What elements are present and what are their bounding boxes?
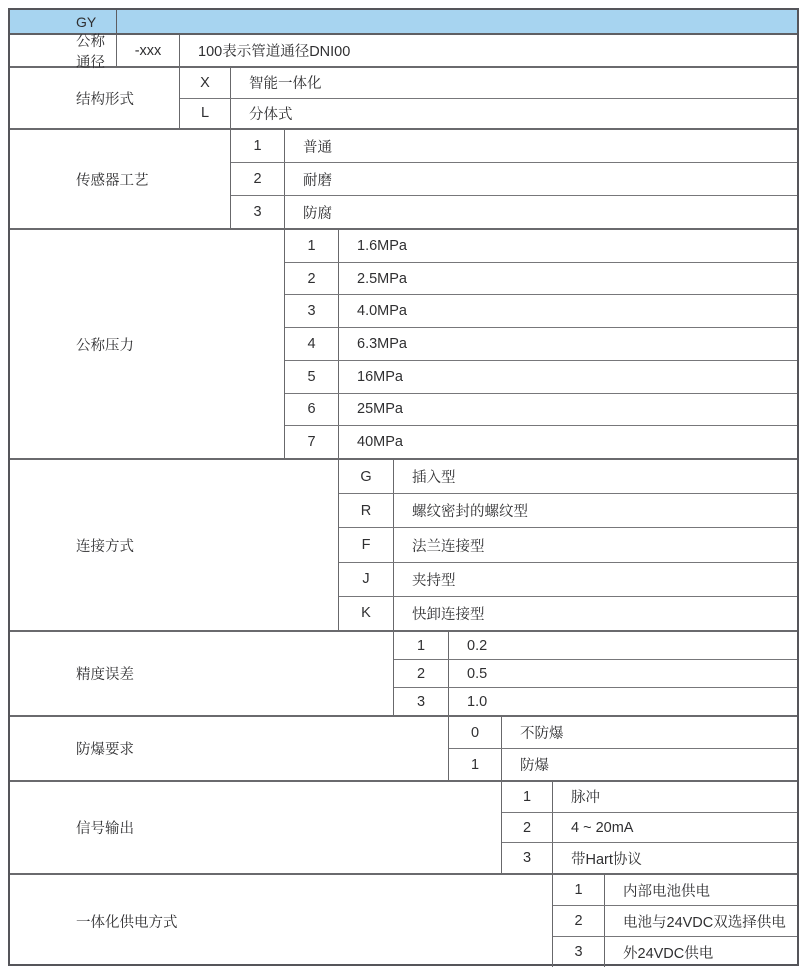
option-description: 外24VDC供电 xyxy=(623,945,714,962)
option-description: 插入型 xyxy=(412,470,456,487)
option-code: 3 xyxy=(502,843,553,873)
option-code: G xyxy=(339,460,394,493)
option-row xyxy=(339,597,797,630)
option-code: 0 xyxy=(449,717,502,748)
section-structure-type xyxy=(10,68,797,130)
option-code: R xyxy=(339,494,394,527)
option-description: 普通 xyxy=(303,139,332,156)
option-code: 3 xyxy=(394,688,449,715)
option-code: 3 xyxy=(231,196,285,228)
option-row xyxy=(231,163,797,196)
option-row xyxy=(502,813,797,844)
option-code: 1 xyxy=(285,230,339,262)
option-code: 2 xyxy=(285,263,339,295)
option-code: 1 xyxy=(394,632,449,659)
option-row xyxy=(285,230,797,263)
option-description: 1.6MPa xyxy=(357,237,407,254)
option-description: 4 ~ 20mA xyxy=(571,819,634,836)
option-code: K xyxy=(339,597,394,630)
section-label-signal-output: 信号输出 xyxy=(10,782,502,873)
option-row xyxy=(180,99,797,129)
option-row xyxy=(553,875,797,906)
option-code: 7 xyxy=(285,426,339,458)
section-label-sensor-process: 传感器工艺 xyxy=(10,130,231,228)
option-code: F xyxy=(339,528,394,561)
option-row xyxy=(394,632,797,660)
option-row xyxy=(285,328,797,361)
option-row xyxy=(285,426,797,458)
option-code: 6 xyxy=(285,394,339,426)
option-row xyxy=(231,130,797,163)
option-row xyxy=(502,782,797,813)
options-column xyxy=(180,68,797,128)
option-row xyxy=(231,196,797,228)
option-sections xyxy=(10,68,797,967)
section-connection-type xyxy=(10,460,797,632)
option-description: 带Hart协议 xyxy=(571,851,642,868)
nominal-diameter-description: 100表示管道通径DNI00 xyxy=(198,44,351,60)
option-row xyxy=(449,717,797,749)
option-description: 25MPa xyxy=(357,401,403,418)
option-row xyxy=(285,263,797,296)
section-label-explosion-proof: 防爆要求 xyxy=(10,717,449,780)
options-column xyxy=(285,230,797,458)
section-label-connection-type: 连接方式 xyxy=(10,460,339,630)
option-description: 防腐 xyxy=(303,205,332,222)
option-description: 16MPa xyxy=(357,368,403,385)
section-explosion-proof xyxy=(10,717,797,782)
option-code: L xyxy=(180,99,231,129)
options-column xyxy=(339,460,797,630)
option-description: 电池与24VDC双选择供电 xyxy=(623,914,786,931)
option-code: 1 xyxy=(231,130,285,162)
option-row xyxy=(394,688,797,715)
option-description: 螺纹密封的螺纹型 xyxy=(412,504,528,521)
option-description: 不防爆 xyxy=(520,726,564,742)
option-code: X xyxy=(180,68,231,98)
options-column xyxy=(553,875,797,967)
option-description: 夹持型 xyxy=(412,572,456,589)
option-row xyxy=(449,749,797,780)
options-column xyxy=(449,717,797,780)
option-description: 脉冲 xyxy=(571,790,600,807)
option-description: 耐磨 xyxy=(303,172,332,189)
option-code: 2 xyxy=(553,906,605,936)
section-signal-output xyxy=(10,782,797,875)
option-description: 0.2 xyxy=(467,637,488,654)
option-row xyxy=(394,660,797,688)
options-column xyxy=(231,130,797,228)
option-code: 4 xyxy=(285,328,339,360)
section-nominal-pressure xyxy=(10,230,797,460)
option-code: 1 xyxy=(553,875,605,905)
section-label-power-supply-mode: 一体化供电方式 xyxy=(10,875,553,967)
option-row xyxy=(180,68,797,99)
option-code: 3 xyxy=(553,937,605,967)
nominal-diameter-row xyxy=(10,33,797,71)
section-accuracy-error xyxy=(10,632,797,717)
model-selection-table xyxy=(8,8,799,966)
option-description: 法兰连接型 xyxy=(412,538,485,555)
nominal-diameter-label: 公称通径 xyxy=(10,35,117,66)
option-description: 防爆 xyxy=(520,758,549,774)
option-code: 2 xyxy=(502,813,553,843)
model-code-header-row xyxy=(10,10,797,35)
option-code: 2 xyxy=(231,163,285,195)
option-row xyxy=(285,361,797,394)
model-code-header-spacer xyxy=(117,10,797,33)
section-label-accuracy-error: 精度误差 xyxy=(10,632,394,715)
section-sensor-process xyxy=(10,130,797,230)
option-description: 分体式 xyxy=(249,106,293,123)
option-code: 3 xyxy=(285,295,339,327)
nominal-diameter-code: -xxx xyxy=(117,35,180,66)
section-label-structure-type: 结构形式 xyxy=(10,68,180,128)
option-code: J xyxy=(339,563,394,596)
option-code: 1 xyxy=(449,749,502,780)
option-description: 2.5MPa xyxy=(357,270,407,287)
model-code-prefix: GY xyxy=(10,10,117,33)
options-column xyxy=(502,782,797,873)
section-label-nominal-pressure: 公称压力 xyxy=(10,230,285,458)
options-column xyxy=(394,632,797,715)
option-description: 4.0MPa xyxy=(357,303,407,320)
option-row xyxy=(553,906,797,937)
option-code: 2 xyxy=(394,660,449,687)
option-row xyxy=(553,937,797,967)
option-code: 1 xyxy=(502,782,553,812)
option-row xyxy=(502,843,797,873)
option-code: 5 xyxy=(285,361,339,393)
option-row xyxy=(339,460,797,494)
option-description: 快卸连接型 xyxy=(412,606,485,623)
option-row xyxy=(339,494,797,528)
option-description: 0.5 xyxy=(467,665,488,682)
option-description: 1.0 xyxy=(467,693,488,710)
option-row xyxy=(339,528,797,562)
option-row xyxy=(339,563,797,597)
option-row xyxy=(285,394,797,427)
option-description: 40MPa xyxy=(357,434,403,451)
option-description: 内部电池供电 xyxy=(623,883,710,900)
section-power-supply-mode xyxy=(10,875,797,967)
option-row xyxy=(285,295,797,328)
option-description: 6.3MPa xyxy=(357,336,407,353)
option-description: 智能一体化 xyxy=(249,76,322,93)
